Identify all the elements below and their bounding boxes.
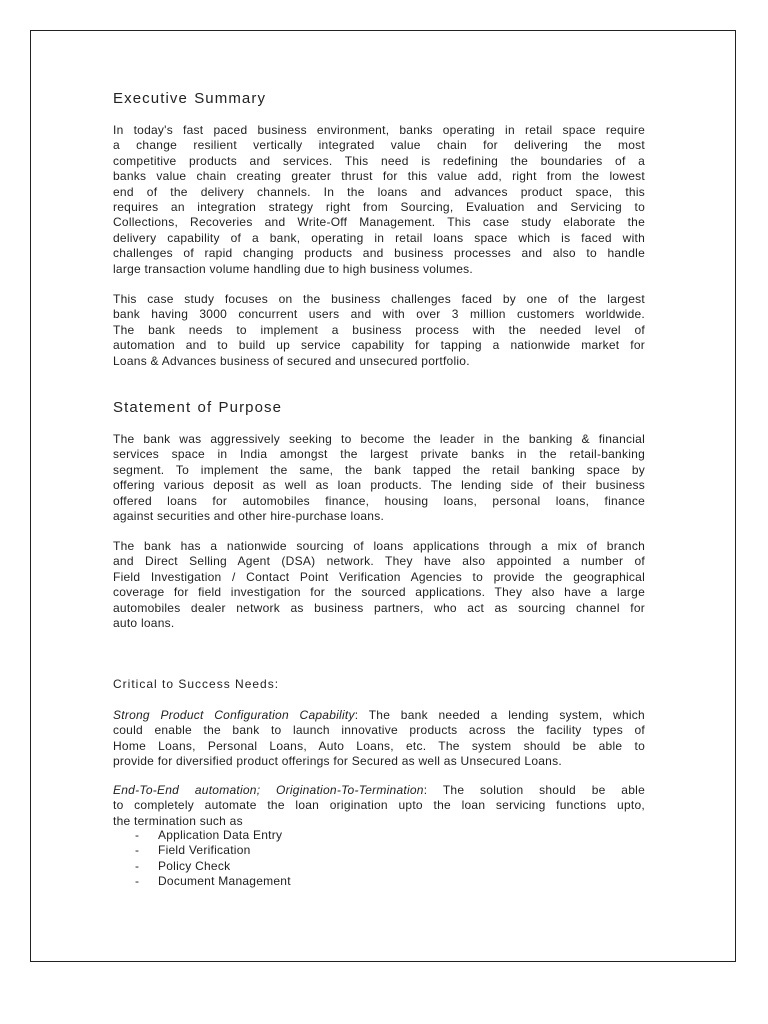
- text-line: segment. To implement the same, the bank tapped the retail banking space by: [113, 462, 645, 477]
- text-line: requires an integration strategy right from Sourcing, Evaluation and Servicing to: [113, 200, 645, 215]
- heading-statement-of-purpose: Statement of Purpose: [113, 399, 283, 416]
- list-item-label: Document Management: [158, 874, 291, 889]
- text-line: and Direct Selling Agent (DSA) network. They have also appointed a number of: [113, 554, 645, 569]
- list-item: [113, 859, 291, 874]
- heading-executive-summary: Executive Summary: [113, 90, 267, 107]
- list-item: [113, 843, 291, 858]
- paragraph-executive-summary-2: [113, 292, 645, 369]
- text-line: offered loans for automobiles finance, housing loans, personal loans, finance: [113, 493, 645, 508]
- list-item: [113, 874, 291, 889]
- text-line: against securities and other hire-purchase loans.: [113, 509, 385, 524]
- text-line: Loans & Advances business of secured and unsecured portfolio.: [113, 353, 470, 368]
- text-line: coverage for field investigation for the sourced applications. They also have a large: [113, 585, 645, 600]
- paragraph-product-configuration: [113, 708, 645, 770]
- text-line: provide for diversified product offerings for Secured as well as Unsecured Loans.: [113, 754, 562, 769]
- text-line: banks value chain creating greater thrust for this value add, right from the lowest: [113, 169, 645, 184]
- dash-bullet-icon: -: [135, 828, 140, 842]
- label-end-to-end-automation: End-To-End automation; Origination-To-Termination: [113, 783, 424, 797]
- text-line: delivery capability of a bank, operating in retail loans space which is faced with: [113, 230, 645, 245]
- text-line: services space in India amongst the largest private banks in the retail-banking: [113, 447, 645, 462]
- text-line: This case study focuses on the business challenges faced by one of the largest: [113, 292, 645, 306]
- label-product-configuration: Strong Product Configuration Capability: [113, 708, 355, 722]
- text-line: In today's fast paced business environment, banks operating in retail space require: [113, 123, 645, 137]
- text-line: the termination such as: [113, 813, 243, 828]
- text-line: competitive products and services. This need is redefining the boundaries of a: [113, 153, 645, 168]
- text-line: to completely automate the loan origination upto the loan servicing functions upto,: [113, 798, 645, 813]
- text-line: [113, 783, 645, 798]
- list-item: [113, 828, 291, 843]
- text-line: automation and to build up service capability for tapping a nationwide market for: [113, 338, 645, 353]
- text-line: Collections, Recoveries and Write-Off Management. This case study elaborate the: [113, 215, 645, 230]
- text-line: end of the delivery channels. In the loans and advances product space, this: [113, 184, 645, 199]
- text-line: The bank needs to implement a business process with the needed level of: [113, 322, 645, 337]
- text-line: The bank has a nationwide sourcing of loans applications through a mix of branch: [113, 539, 645, 553]
- paragraph-statement-of-purpose-2: [113, 539, 645, 631]
- list-item-label: Field Verification: [158, 843, 251, 858]
- text-line: bank having 3000 concurrent users and with over 3 million customers worldwide.: [113, 307, 645, 322]
- text-line: challenges of rapid changing products and business processes and also to handle: [113, 246, 645, 261]
- text-fragment: : The solution should be able: [423, 783, 645, 797]
- text-line: a change resilient vertically integrated value chain for delivering the most: [113, 138, 645, 153]
- text-line: [113, 708, 645, 723]
- text-line: Home Loans, Personal Loans, Auto Loans, etc. The system should be able to: [113, 738, 645, 753]
- text-line: large transaction volume handling due to high business volumes.: [113, 261, 473, 276]
- text-line: The bank was aggressively seeking to become the leader in the banking & financial: [113, 432, 645, 446]
- text-fragment: : The bank needed a lending system, which: [354, 708, 645, 722]
- text-line: Field Investigation / Contact Point Verification Agencies to provide the geographical: [113, 569, 645, 584]
- list-item-label: Application Data Entry: [158, 828, 283, 842]
- text-line: auto loans.: [113, 616, 175, 631]
- dash-bullet-icon: -: [135, 843, 140, 858]
- list-item-label: Policy Check: [158, 858, 231, 873]
- dash-bullet-icon: -: [135, 874, 140, 889]
- paragraph-statement-of-purpose-1: [113, 432, 645, 524]
- paragraph-end-to-end-automation: [113, 783, 645, 829]
- text-line: automobiles dealer network as business partners, who act as sourcing channel for: [113, 600, 645, 615]
- heading-critical-to-success-needs: Critical to Success Needs:: [113, 677, 280, 691]
- text-line: offering various deposit as well as loan products. The lending side of their business: [113, 478, 645, 493]
- dash-bullet-icon: -: [135, 858, 140, 873]
- termination-steps-list: [113, 828, 291, 890]
- text-line: could enable the bank to launch innovative products across the facility types of: [113, 723, 645, 738]
- paragraph-executive-summary-1: [113, 123, 645, 277]
